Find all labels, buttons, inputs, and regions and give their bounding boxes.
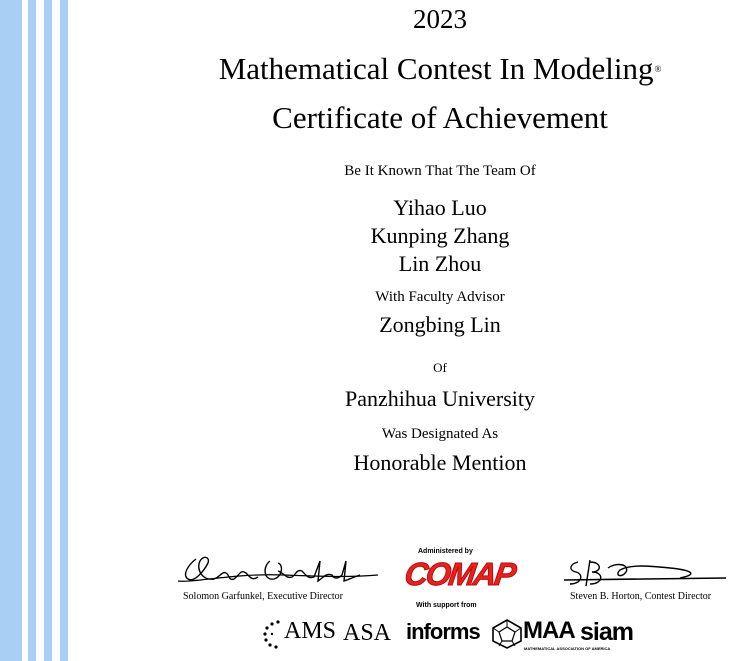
signature-right-image	[560, 556, 730, 590]
signature-left-caption: Solomon Garfunkel, Executive Director	[183, 591, 343, 602]
ams-logo-text: AMS	[284, 618, 337, 644]
certificate-year: 2023	[413, 4, 467, 34]
siam-logo-text: siam	[580, 618, 633, 646]
asa-logo-text: ASA	[343, 620, 392, 646]
maa-polyhedron-icon	[491, 619, 523, 649]
contest-name	[130, 51, 747, 87]
contest-name-text: Mathematical Contest In Modeling	[218, 51, 654, 86]
maa-logo	[491, 617, 575, 649]
registered-mark: ®	[654, 64, 662, 74]
signature-left-image	[174, 551, 384, 591]
ams-logo	[262, 618, 336, 649]
advisor-name: Zongbing Lin	[379, 312, 501, 337]
border-stripe	[44, 0, 52, 661]
team-intro: Be It Known That The Team Of	[344, 163, 536, 179]
border-stripe	[0, 0, 22, 661]
informs-logo-text: informs	[406, 619, 480, 644]
border-stripe	[60, 0, 68, 661]
team-member: Yihao Luo	[393, 195, 487, 220]
designation: Honorable Mention	[353, 450, 527, 475]
signature-right-caption: Steven B. Horton, Contest Director	[570, 591, 712, 602]
designation-intro: Was Designated As	[381, 426, 499, 442]
comap-logo: COMAP	[402, 556, 517, 592]
ams-dots-icon	[262, 619, 284, 649]
asa-logo	[343, 620, 391, 647]
of-label: Of	[433, 360, 447, 375]
team-member: Kunping Zhang	[370, 223, 510, 248]
advisor-intro: With Faculty Advisor	[375, 289, 505, 305]
maa-subtitle: MATHEMATICAL ASSOCIATION OF AMERICA	[524, 646, 611, 651]
border-stripe	[28, 0, 36, 661]
support-from-label: With support from	[416, 602, 477, 609]
university-name: Panzhihua University	[344, 386, 536, 411]
informs-logo	[406, 619, 480, 645]
maa-logo-text: MAA	[523, 617, 575, 644]
administered-by-label: Administered by	[418, 548, 473, 555]
siam-logo	[580, 618, 633, 647]
certificate-title: Certificate of Achievement	[272, 100, 608, 135]
team-member: Lin Zhou	[398, 251, 482, 276]
